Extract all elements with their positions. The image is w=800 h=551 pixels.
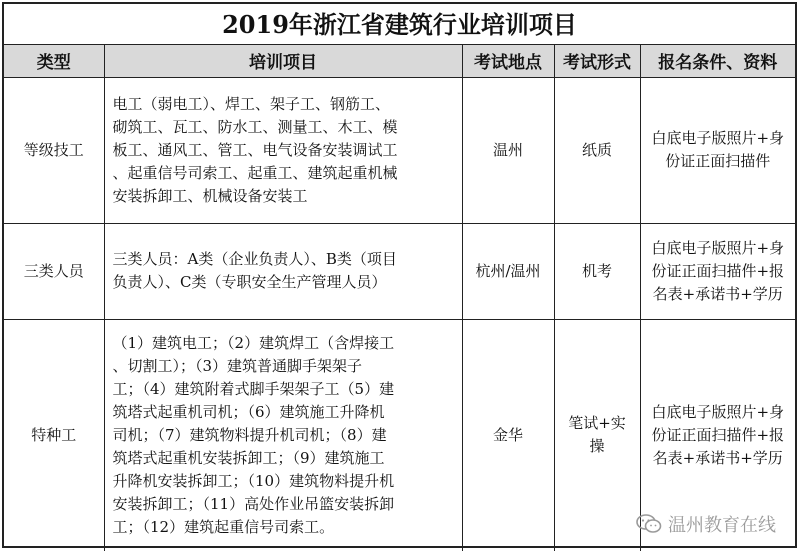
row-items [104, 319, 462, 551]
table-row [4, 77, 795, 223]
watermark [636, 511, 776, 537]
header-requirements: 报名条件、资料 [640, 45, 795, 77]
item-line: 工；（12）建筑起重信号司索工。 [112, 517, 335, 536]
requirement-line: 白底电子版照片+身 [651, 129, 785, 147]
row-location: 金华 [462, 319, 554, 551]
requirement-line: 名表+承诺书+学历 [652, 284, 783, 303]
item-line: 工；（4）建筑附着式脚手架架子工（5）建 [112, 379, 395, 398]
item-line: 三类人员：A类（企业负责人）、B类（项目 [112, 250, 397, 268]
item-line: 升降机安装拆卸工；（10）建筑物料提升机 [112, 471, 395, 490]
row-type: 特种工 [4, 319, 104, 551]
row-location: 温州 [462, 77, 554, 223]
row-type: 等级技工 [4, 77, 104, 223]
item-line: 筑塔式起重机安装拆卸工；（9）建筑施工 [112, 448, 385, 467]
item-line: 安装拆卸工、机械设备安装工 [112, 186, 308, 205]
table-row [4, 223, 795, 319]
header-format: 考试形式 [554, 45, 640, 77]
row-requirements [640, 223, 795, 319]
row-type: 三类人员 [4, 223, 104, 319]
watermark-text: 温州教育在线 [668, 515, 776, 536]
requirement-line: 份证正面扫描件+报 [651, 261, 785, 280]
requirement-line: 白底电子版照片+身 [651, 402, 785, 421]
format-line: 机考 [581, 261, 612, 280]
format-line: 笔试+实 [568, 414, 626, 433]
row-items [104, 223, 462, 319]
requirement-line: 份证正面扫描件+报 [651, 425, 785, 444]
row-format [554, 223, 640, 319]
row-location: 杭州/温州 [462, 223, 554, 319]
item-line: 砌筑工、瓦工、防水工、测量工、木工、模 [112, 117, 398, 136]
item-line: 、切割工）；（3）建筑普通脚手架架子 [112, 356, 363, 375]
row-requirements [640, 77, 795, 223]
item-line: 、起重信号司索工、起重工、建筑起重机械 [112, 163, 398, 182]
format-line: 纸质 [581, 140, 612, 159]
requirement-line: 份证正面扫描件 [665, 152, 771, 170]
item-line: 司机；（7）建筑物料提升机司机；（8）建 [112, 425, 387, 444]
requirement-line: 名表+承诺书+学历 [652, 448, 783, 467]
header-type: 类型 [4, 45, 104, 77]
header-location: 考试地点 [462, 45, 554, 77]
item-line: 板工、通风工、管工、电气设备安装调试工 [112, 140, 398, 159]
item-line: 负责人）、C类（专职安全生产管理人员） [112, 273, 387, 291]
item-line: （1）建筑电工；（2）建筑焊工（含焊接工 [112, 333, 395, 352]
item-line: 筑塔式起重机司机；（6）建筑施工升降机 [112, 402, 385, 421]
wechat-icon [636, 514, 662, 534]
row-format [554, 77, 640, 223]
item-line: 电工（弱电工）、焊工、架子工、钢筋工、 [112, 94, 391, 113]
training-table-frame [2, 2, 797, 548]
header-row [4, 45, 795, 77]
format-line: 操 [589, 437, 605, 456]
row-format [554, 319, 640, 551]
requirement-line: 白底电子版照片+身 [651, 238, 785, 257]
table-title: 2019年浙江省建筑行业培训项目 [4, 4, 795, 46]
header-items: 培训项目 [104, 45, 462, 77]
training-table [4, 45, 795, 551]
row-items [104, 77, 462, 223]
item-line: 安装拆卸工；（11）高处作业吊篮安装拆卸 [112, 494, 395, 513]
